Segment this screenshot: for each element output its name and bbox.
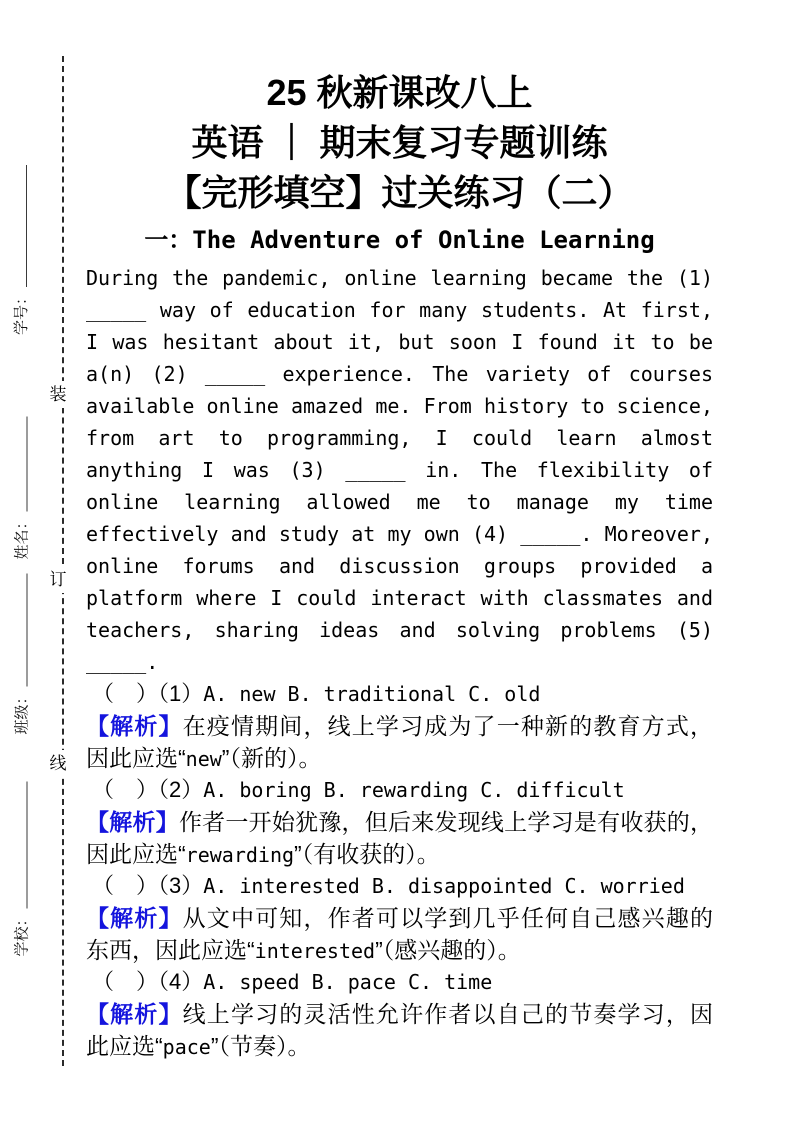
text-segment: （ ）（4） (92, 969, 204, 994)
passage-line: platform where I could interact with classmates and (86, 586, 713, 610)
text-segment: 作者一开始犹豫，但后来发现线上学习是有收获的， (178, 809, 714, 835)
passage-line: _____ way of education for many students. At first, (86, 298, 713, 322)
practice-title: 【完形填空】过关练习（二） (165, 172, 634, 213)
question-option-line (86, 966, 713, 998)
analysis-line (86, 902, 713, 934)
binding-char: 线 (44, 750, 72, 777)
passage-line: anything I was (3) _____ in. The flexibility of (86, 458, 713, 482)
worksheet-content (86, 68, 713, 1062)
side-field (6, 572, 32, 735)
exam-title: 25 秋新课改八上 (266, 72, 533, 113)
text-segment: 因此应选“ (86, 745, 186, 771)
text-segment: A. boring B. rewarding C. difficult (203, 778, 625, 802)
side-field-label: 学号： (13, 289, 30, 335)
text-segment: 从文中可知，作者可以学到几乎任何自己感兴趣的 (182, 905, 714, 931)
text-segment: ”（有收获的）。 (294, 841, 440, 867)
text-segment: 线上学习的灵活性允许作者以自己的节奏学习，因 (182, 1001, 714, 1027)
binding-dashed-line (62, 56, 64, 1066)
analysis-label: 【解析】 (86, 809, 179, 835)
text-segment: 东西，因此应选“ (86, 937, 255, 963)
analysis-label: 【解析】 (86, 905, 183, 931)
text-segment: （ ）（2） (92, 777, 204, 802)
analysis-line (86, 710, 713, 742)
text-segment: （ ）（3） (92, 873, 204, 898)
text-segment: interested (254, 939, 376, 963)
passage-line: online forums and discussion groups provided a (86, 554, 713, 578)
text-segment: （ ）（1） (92, 681, 204, 706)
binding-char: 订 (44, 566, 72, 593)
side-field-label: 班级： (13, 689, 31, 735)
question-option-line (86, 774, 713, 806)
text-segment: A. new B. traditional C. old (203, 682, 541, 706)
question-block (86, 678, 713, 774)
text-segment: A. interested B. disappointed C. worried (203, 874, 685, 898)
passage-line: from art to programming, I could learn almost (86, 426, 713, 450)
analysis-line (86, 838, 713, 870)
analysis-line (86, 742, 713, 774)
text-segment: new (185, 747, 222, 771)
question-option-line (86, 870, 713, 902)
side-field (6, 780, 32, 957)
analysis-line (86, 1030, 713, 1062)
text-segment: 在疫情期间，线上学习成为了一种新的教育方式， (182, 713, 714, 739)
passage-line: a(n) (2) _____ experience. The variety of courses (86, 362, 713, 386)
exam-subtitle: 英语 ｜ 期末复习专题训练 (191, 122, 608, 163)
text-segment: ”（节奏）。 (210, 1033, 311, 1059)
analysis-line (86, 934, 713, 966)
cloze-passage (86, 262, 713, 678)
passage-line: During the pandemic, online learning became the (1) (86, 266, 713, 290)
passage-line: I was hesitant about it, but soon I found it to be (86, 330, 713, 354)
text-segment: A. speed B. pace C. time (203, 970, 493, 994)
passage-line: online learning allowed me to manage my time (86, 490, 713, 514)
analysis-label: 【解析】 (86, 1001, 183, 1027)
passage-line: effectively and study at my own (4) _____. Moreover, (86, 522, 713, 546)
side-field-label: 姓名： (13, 514, 31, 560)
side-field (6, 415, 32, 560)
side-field-blank (27, 417, 28, 512)
analysis-line (86, 998, 713, 1030)
side-field-blank (26, 165, 27, 287)
side-field-label: 学校： (13, 911, 31, 957)
text-segment: 因此应选“ (86, 841, 186, 867)
text-segment: pace (162, 1035, 211, 1059)
side-field (5, 163, 31, 335)
passage-line: available online amazed me. From history to science, (86, 394, 713, 418)
text-segment: rewarding (185, 843, 295, 867)
text-segment: 此应选“ (86, 1033, 163, 1059)
question-option-line (86, 678, 713, 710)
side-field-blank (27, 574, 28, 687)
section-heading: 一：The Adventure of Online Learning (144, 226, 655, 254)
question-block (86, 966, 713, 1062)
passage-line: _____. (86, 650, 159, 674)
questions-block (86, 678, 713, 1062)
question-block (86, 774, 713, 870)
binding-char: 装 (44, 381, 72, 408)
side-field-blank (27, 782, 28, 909)
analysis-line (86, 806, 713, 838)
text-segment: ”（新的）。 (221, 745, 322, 771)
text-segment: ”（感兴趣的）。 (375, 937, 521, 963)
passage-line: teachers, sharing ideas and solving problems (5) (86, 618, 713, 642)
question-block (86, 870, 713, 966)
analysis-label: 【解析】 (86, 713, 183, 739)
